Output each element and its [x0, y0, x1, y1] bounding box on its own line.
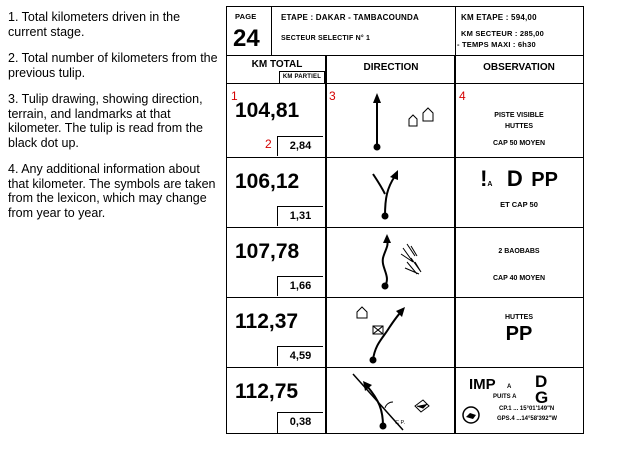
obs-g: G: [535, 388, 549, 407]
tulip-baobab-icon: [327, 228, 427, 298]
tulip-crossing-icon: [327, 368, 427, 433]
km-partial: 1,31: [277, 206, 323, 226]
obs-line: HUTTES: [505, 314, 533, 321]
km-total: 112,37: [235, 310, 299, 333]
km-total: 112,75: [235, 380, 299, 403]
note-2: 2. Total number of kilometers from the previous tulip.: [8, 51, 218, 80]
tulip-curve-right-icon: [327, 298, 427, 368]
direction-header: DIRECTION: [363, 62, 419, 73]
cp-label: C P.: [395, 420, 405, 426]
km-partial: 4,59: [277, 346, 323, 366]
obs-line: CAP 40 MOYEN: [493, 275, 545, 282]
observation: [455, 372, 583, 428]
km-partiel-header: KM PARTIEL: [279, 71, 325, 83]
observation: [455, 166, 583, 209]
note-4: 4. Any additional information about that kilometer. The symbols are taken from the lexicon, which may change from year to year.: [8, 162, 216, 220]
km-etape: KM ETAPE : 594,00: [461, 13, 537, 22]
etape-label: ETAPE : DAKAR - TAMBACOUNDA: [281, 13, 419, 22]
secteur-label: SECTEUR SELECTIF N° 1: [281, 35, 371, 42]
observation: [455, 314, 583, 346]
marker-3: 3: [329, 89, 336, 103]
checkpoint-stamp-icon: [461, 405, 481, 425]
tulip-straight-icon: [327, 83, 427, 158]
obs-line: ET CAP 50: [500, 200, 538, 209]
temps-maxi: - TEMPS MAXI : 6h30: [457, 40, 536, 49]
sheet-header: [227, 7, 583, 56]
roadbook-row: [227, 228, 583, 298]
km-partial: 2,84: [277, 136, 323, 156]
km-total-header: KM TOTAL: [251, 59, 303, 70]
observation: [455, 248, 583, 282]
obs-small: A: [487, 181, 493, 188]
note-3: 3. Tulip drawing, showing direction, terrain, and landmarks at that kilometer. The tulip is read from the black dot up.: [8, 92, 203, 150]
obs-pp: PP: [531, 169, 558, 191]
page-cell: [227, 7, 272, 55]
stage-cell: [271, 7, 456, 55]
roadbook-row: [227, 298, 583, 368]
marker-2: 2: [265, 137, 272, 151]
obs-imp: IMP: [469, 376, 496, 393]
obs-d: D: [535, 372, 548, 391]
km-secteur: KM SECTEUR : 285,00: [461, 29, 544, 38]
obs-line: HUTTES: [505, 123, 533, 130]
obs-a: A: [507, 384, 512, 390]
marker-4: 4: [459, 89, 466, 103]
legend-notes: [8, 10, 220, 232]
page-number: 24: [233, 25, 260, 52]
marker-1: 1: [231, 89, 238, 103]
column-header: [227, 55, 583, 84]
obs-d: D: [506, 166, 523, 191]
cp-coord: CP.1 ... 15°01'149"N: [499, 406, 555, 412]
roadbook-row: [227, 158, 583, 228]
obs-puits: PUITS A: [493, 394, 517, 400]
km-total: 106,12: [235, 170, 300, 193]
km-total: 107,78: [235, 240, 300, 263]
note-1: 1. Total kilometers driven in the current stage.: [8, 10, 181, 39]
tulip-fork-right-icon: [327, 158, 427, 228]
danger-symbol: !: [480, 166, 488, 191]
km-partial: 0,38: [277, 412, 323, 433]
obs-line: PISTE VISIBLE: [494, 112, 544, 119]
page-label: PAGE: [235, 12, 257, 21]
obs-pp: PP: [505, 323, 533, 345]
roadbook-row: [227, 368, 583, 433]
gps-coord: GPS.4 ...14°58'392"W: [497, 416, 558, 422]
observation: [455, 110, 583, 149]
observation-header: OBSERVATION: [483, 62, 555, 73]
km-partial: 1,66: [277, 276, 323, 296]
roadbook-sheet: [226, 6, 584, 434]
distance-cell: [455, 7, 583, 55]
roadbook-row: [227, 83, 583, 158]
km-total: 104,81: [235, 99, 300, 122]
obs-line: 2 BAOBABS: [498, 248, 540, 255]
obs-line: CAP 50 MOYEN: [493, 140, 545, 147]
